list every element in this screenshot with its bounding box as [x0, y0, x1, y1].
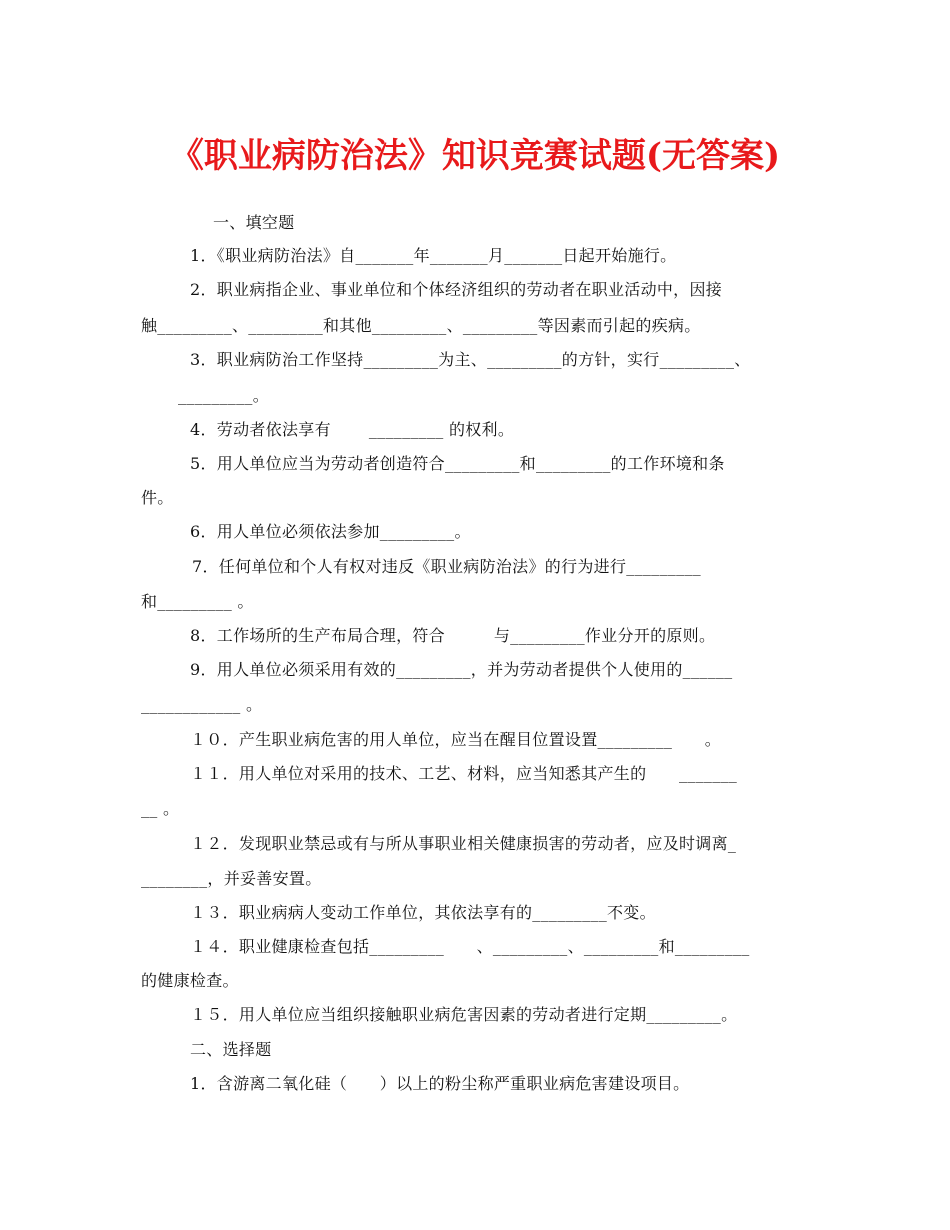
question-3-line-2: _________。 — [178, 386, 269, 405]
question-3-line-1: 3．职业病防治工作坚持_________为主、_________的方针，实行_________、 — [190, 350, 751, 369]
section-heading-choice: 二、选择题 — [190, 1040, 272, 1059]
question-12-line-2: ________，并妥善安置。 — [141, 869, 322, 888]
question-2-line-2: 触_________、_________和其他_________、_________等因素而引起的疾病。 — [141, 316, 701, 335]
question-10: １０．产生职业病危害的用人单位，应当在醒目位置设置_________ 。 — [190, 730, 722, 749]
question-4: 4．劳动者依法享有 _________ 的权利。 — [190, 420, 515, 439]
question-2-line-1: 2．职业病指企业、事业单位和个体经济组织的劳动者在职业活动中，因接 — [190, 280, 723, 299]
question-14-line-2: 的健康检查。 — [141, 971, 239, 990]
question-5-line-2: 件。 — [141, 488, 174, 507]
question-11-line-1: １１．用人单位对采用的技术、工艺、材料，应当知悉其产生的 _______ — [190, 764, 738, 783]
section-heading-fill-in: 一、填空题 — [213, 213, 295, 232]
question-5-line-1: 5．用人单位应当为劳动者创造符合_________和_________的工作环境和条 — [190, 454, 725, 473]
question-15: １５．用人单位应当组织接触职业病危害因素的劳动者进行定期_________。 — [190, 1005, 738, 1024]
question-7-line-1: 7．任何单位和个人有权对违反《职业病防治法》的行为进行_________ — [192, 557, 701, 576]
question-14-line-1: １４．职业健康检查包括_________ 、_________、_________和_________ — [190, 937, 750, 956]
question-9-line-2: ____________ 。 — [141, 695, 263, 714]
question-8: 8．工作场所的生产布局合理，符合 与_________作业分开的原则。 — [190, 626, 716, 645]
question-13: １３．职业病病人变动工作单位，其依法享有的_________不变。 — [190, 903, 656, 922]
question-6: 6．用人单位必须依法参加_________。 — [190, 522, 471, 541]
question-7-line-2: 和_________ 。 — [141, 592, 254, 611]
question-1: 1．《职业病防治法》自_______年_______月_______日起开始施行。 — [190, 246, 677, 265]
choice-question-1: 1．含游离二氧化硅（ ）以上的粉尘称严重职业病危害建设项目。 — [190, 1074, 690, 1093]
question-11-line-2: __ 。 — [141, 799, 180, 818]
document-title: 《职业病防治法》知识竞赛试题(无答案) — [169, 136, 781, 176]
question-12-line-1: １２．发现职业禁忌或有与所从事职业相关健康损害的劳动者，应及时调离_ — [190, 834, 737, 853]
question-9-line-1: 9．用人单位必须采用有效的_________，并为劳动者提供个人使用的______ — [190, 660, 733, 679]
